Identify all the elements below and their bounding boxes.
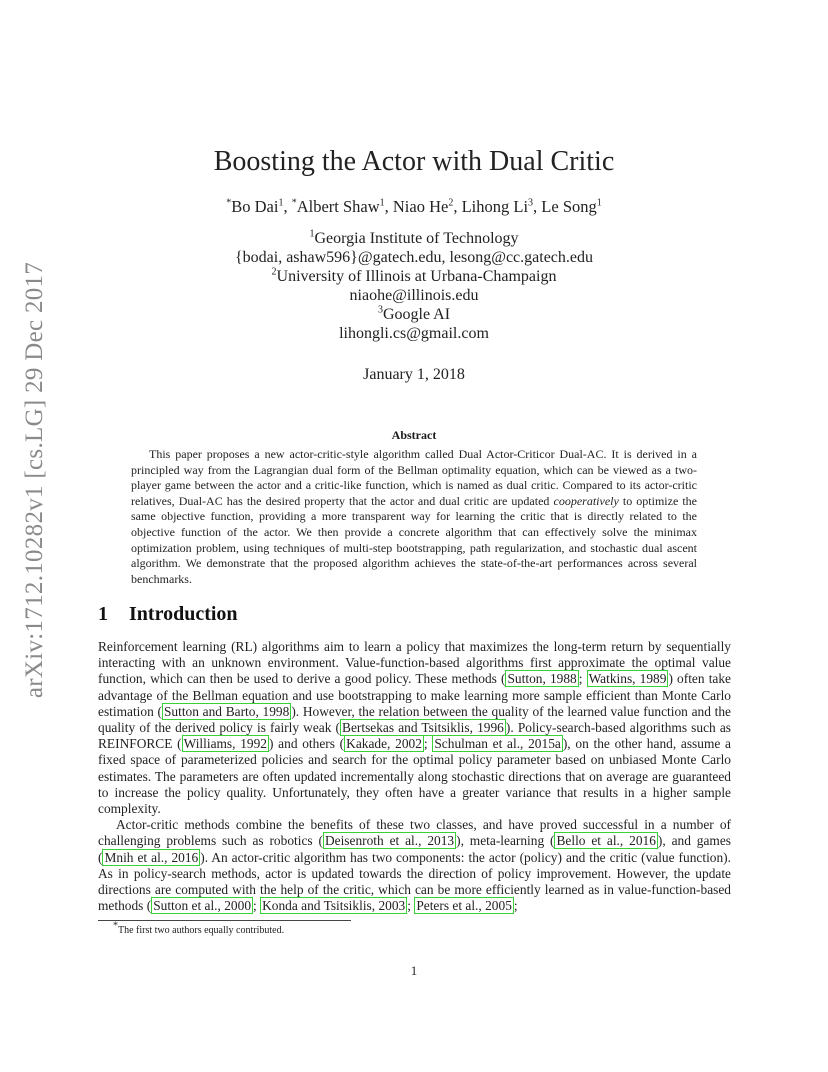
affiliation-mark: 2 bbox=[271, 266, 277, 278]
paragraph-text: ), meta-learning ( bbox=[456, 833, 555, 849]
affiliation-text: Google AI bbox=[382, 306, 451, 323]
affiliation-text: niaohe@illinois.edu bbox=[349, 287, 479, 304]
author-name: Albert Shaw bbox=[296, 197, 380, 216]
author-list: *Bo Dai$^1$, *Albert Shaw$^1$, Niao He$^2$, Lihong Li$^3$, Le Song$^1$ bbox=[226, 197, 602, 216]
affiliation-text: {bodai, ashaw596}@gatech.edu, lesong@cc.gatech.edu bbox=[234, 249, 594, 266]
footnote-text: The first two authors equally contributed. bbox=[118, 925, 285, 936]
affiliation-mark: 1 bbox=[309, 228, 315, 240]
affiliation-line bbox=[0, 267, 828, 286]
author-affiliation-mark: 1 bbox=[379, 197, 385, 209]
paper-title: Boosting the Actor with Dual Critic bbox=[213, 146, 615, 177]
citation-link[interactable]: Sutton and Barto, 1998 bbox=[163, 703, 290, 719]
paragraph-text: ; bbox=[423, 736, 433, 752]
abstract-body bbox=[131, 447, 697, 587]
author bbox=[393, 197, 453, 216]
abstract-heading: Abstract bbox=[391, 428, 437, 442]
author bbox=[226, 197, 283, 216]
citation-link[interactable]: Sutton, 1988 bbox=[507, 671, 577, 687]
author-name: Bo Dai bbox=[231, 197, 279, 216]
footnote-rule bbox=[98, 920, 351, 921]
section-title: Introduction bbox=[129, 603, 238, 625]
affiliation-mark: 3 bbox=[377, 304, 383, 316]
paragraph-1 bbox=[98, 639, 731, 817]
abstract-emphasis: cooperatively bbox=[553, 493, 619, 508]
affiliation-text: Georgia Institute of Technology bbox=[314, 230, 519, 247]
citation-link[interactable]: Kakade, 2002 bbox=[346, 736, 422, 752]
citation-link[interactable]: Williams, 1992 bbox=[183, 736, 267, 752]
author-affiliation-mark: 1 bbox=[278, 197, 284, 209]
abstract-text-part2: to optimize the same objective function, providing a more transparent way for learning the critic that is directly related to the objective function of the actor. We then provide a concrete algorithm that can effectively solve the minimax optimization problem, using techniques of multi-step bootstrapping, path regularization, and stochastic dual ascent algorithm. We demonstrate that the proposed algorithm achieves the state-of-the-art performances across several benchmarks. bbox=[131, 493, 698, 586]
citation-link[interactable]: Deisenroth et al., 2013 bbox=[324, 833, 455, 849]
paragraph-text: ). Policy-search-based algorithms such as REINFORCE ( bbox=[98, 720, 732, 752]
affiliation-text: University of Illinois at Urbana-Champaign bbox=[276, 268, 557, 285]
affiliation-line bbox=[0, 305, 828, 324]
paragraph-text: ) and others ( bbox=[269, 736, 345, 752]
citation-link[interactable]: Mnih et al., 2016 bbox=[104, 849, 199, 865]
citation-link[interactable]: Sutton et al., 2000 bbox=[153, 898, 252, 914]
paragraph-text: ; bbox=[578, 671, 587, 687]
paragraph-text: ). However, the relation between the quality of the learned value function and the quality of the derived policy is fairly weak ( bbox=[98, 703, 731, 736]
arxiv-identifier: arXiv:1712.10282v1 [cs.LG] 29 Dec 2017 bbox=[21, 261, 48, 699]
paragraph-text: ; bbox=[253, 898, 261, 914]
footnote bbox=[113, 920, 285, 936]
paragraph-text: ), and games ( bbox=[98, 833, 731, 865]
author bbox=[541, 197, 601, 216]
citation-link[interactable]: Peters et al., 2005 bbox=[416, 898, 512, 914]
affiliation-line bbox=[0, 248, 828, 267]
paragraph-text: Actor-critic methods combine the benefits of these two classes, and have proved successful in a number of challenging problems such as robotics ( bbox=[98, 817, 731, 849]
affiliation-line bbox=[0, 229, 828, 248]
affiliation-line bbox=[0, 286, 828, 305]
author bbox=[292, 197, 385, 216]
author-affiliation-mark: 3 bbox=[528, 197, 534, 209]
paragraph-2 bbox=[98, 817, 731, 914]
author-affiliation-mark: 2 bbox=[448, 197, 454, 209]
citation-link[interactable]: Konda and Tsitsiklis, 2003 bbox=[262, 898, 406, 914]
affiliation-line bbox=[0, 324, 828, 343]
affiliation-list bbox=[0, 229, 828, 343]
author-affiliation-mark: 1 bbox=[596, 197, 602, 209]
affiliation-text: lihongli.cs@gmail.com bbox=[339, 325, 489, 342]
paragraph-text: ; bbox=[513, 898, 518, 914]
paragraph-text: ), on the other hand, assume a fixed space of parameterized policies and search for the optimal policy parameter based on unbiased Monte Carlo estimates. The parameters are often updated incrementally along stochastic directions that on average are guaranteed to increase the policy quality. Unfortunately, they often have a greater variance that results in a higher sample complexity. bbox=[98, 736, 731, 817]
section-heading bbox=[98, 603, 238, 626]
section-number: 1 bbox=[98, 603, 108, 625]
paper-date: January 1, 2018 bbox=[363, 366, 465, 383]
equal-contribution-mark: * bbox=[291, 197, 297, 209]
equal-contribution-mark: * bbox=[226, 197, 232, 209]
footnote-mark: * bbox=[113, 920, 118, 932]
author-name: Niao He bbox=[392, 197, 449, 216]
paragraph-text: Reinforcement learning (RL) algorithms aim to learn a policy that maximizes the long-term return by sequentially interacting with an unknown environment. Value-function-based algorithms first approximate the optimal value function, which can then be used to derive a good policy. These methods ( bbox=[98, 639, 731, 687]
citation-link[interactable]: Bello et al., 2016 bbox=[556, 833, 656, 849]
paragraph-text: ; bbox=[407, 898, 415, 914]
citation-link[interactable]: Watkins, 1989 bbox=[588, 671, 667, 687]
page-number: 1 bbox=[410, 963, 418, 978]
author bbox=[462, 197, 533, 216]
paragraph-text: ). An actor-critic algorithm has two components: the actor (policy) and the critic (value function). As in policy-search methods, actor is updated towards the direction of policy improvement. However, the update directions are computed with the help of the critic, which can be more efficiently learned as in value-function-based methods ( bbox=[98, 849, 731, 914]
author-name: Lihong Li bbox=[461, 197, 529, 216]
paragraph-text: ) often take advantage of the Bellman equation and use bootstrapping to make learning more sample efficient than Monte Carlo estimation ( bbox=[98, 671, 731, 719]
citation-link[interactable]: Schulman et al., 2015a bbox=[434, 736, 561, 752]
introduction-body bbox=[98, 639, 731, 914]
citation-link[interactable]: Bertsekas and Tsitsiklis, 1996 bbox=[342, 720, 504, 736]
arxiv-sidebar bbox=[15, 261, 55, 699]
abstract-text-part1: This paper proposes a new actor-critic-style algorithm called Dual Actor-Criticor Dual-AC. It is derived in a principled way from the Lagrangian dual form of the Bellman optimality equation, which can be viewed as a two-player game between the actor and a critic-like function, which is named as dual critic. Compared to its actor-critic relatives, Dual-AC has the desired property that the actor and dual critic are updated bbox=[131, 447, 697, 508]
author-name: Le Song bbox=[541, 197, 597, 216]
